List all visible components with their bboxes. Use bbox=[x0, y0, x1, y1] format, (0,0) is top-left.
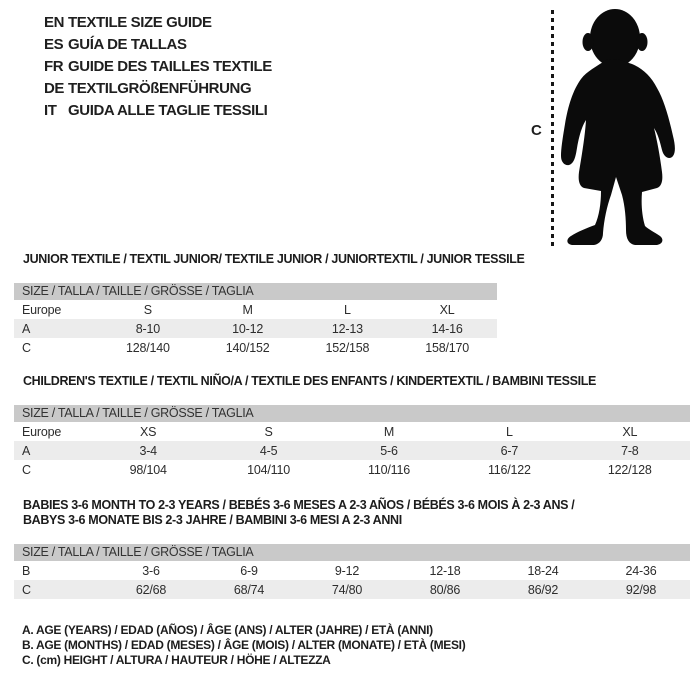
table-cell: 5-6 bbox=[380, 443, 398, 458]
section-title-line2: BABYS 3-6 MONATE BIS 2-3 JAHRE / BAMBINI 3-6 MESI A 2-3 ANNI bbox=[23, 513, 402, 527]
table-row-height bbox=[14, 460, 690, 479]
row-label: C bbox=[22, 462, 31, 477]
baby-silhouette-icon bbox=[560, 6, 696, 246]
table-cell: 68/74 bbox=[233, 582, 265, 597]
babies-section bbox=[14, 498, 690, 599]
section-title: JUNIOR TEXTILE / TEXTIL JUNIOR/ TEXTILE JUNIOR / JUNIORTEXTIL / JUNIOR TESSILE bbox=[23, 252, 525, 266]
table-cell: 9-12 bbox=[334, 563, 360, 578]
table-cell: S bbox=[143, 302, 152, 317]
language-label: TEXTILGRÖßENFÜHRUNG bbox=[68, 80, 252, 97]
junior-section bbox=[14, 252, 525, 357]
row-label: C bbox=[22, 340, 31, 355]
table-row-europe bbox=[14, 300, 497, 319]
size-header-bar: SIZE / TALLA / TAILLE / GRÖSSE / TAGLIA bbox=[14, 405, 690, 422]
table-cell: 122/128 bbox=[607, 462, 652, 477]
table-row-age bbox=[14, 441, 690, 460]
footnotes bbox=[22, 623, 465, 669]
language-code: IT bbox=[44, 102, 57, 119]
row-label: C bbox=[22, 582, 31, 597]
table-row-age bbox=[14, 561, 690, 580]
language-code: ES bbox=[44, 36, 64, 53]
size-header-bar: SIZE / TALLA / TAILLE / GRÖSSE / TAGLIA bbox=[14, 283, 497, 300]
section-title: CHILDREN'S TEXTILE / TEXTIL NIÑO/A / TEXTILE DES ENFANTS / KINDERTEXTIL / BAMBINI TESSILE bbox=[23, 374, 597, 388]
row-label: A bbox=[22, 443, 31, 458]
table-cell: 12-13 bbox=[331, 321, 363, 336]
table-cell: 12-18 bbox=[429, 563, 461, 578]
table-cell: 4-5 bbox=[259, 443, 278, 458]
language-code: EN bbox=[44, 14, 65, 31]
table-cell: M bbox=[383, 424, 395, 439]
language-label: GUIDE DES TAILLES TEXTILE bbox=[68, 58, 272, 75]
table-cell: 7-8 bbox=[621, 443, 639, 458]
table-cell: 158/170 bbox=[425, 340, 470, 355]
height-dashed-line bbox=[551, 10, 554, 247]
table-cell: 152/158 bbox=[325, 340, 370, 355]
table-cell: 62/68 bbox=[135, 582, 167, 597]
language-label: GUIDA ALLE TAGLIE TESSILI bbox=[68, 102, 268, 119]
row-label: Europe bbox=[22, 302, 62, 317]
table-cell: 6-9 bbox=[240, 563, 258, 578]
table-cell: 10-12 bbox=[232, 321, 264, 336]
table-cell: 98/104 bbox=[129, 462, 167, 477]
footnote-a: A. AGE (YEARS) / EDAD (AÑOS) / ÂGE (ANS) / ALTER (JAHRE) / ETÀ (ANNI) bbox=[22, 623, 433, 637]
size-header-bar: SIZE / TALLA / TAILLE / GRÖSSE / TAGLIA bbox=[14, 544, 690, 561]
language-label: GUÍA DE TALLAS bbox=[68, 36, 187, 53]
table-cell: XL bbox=[439, 302, 455, 317]
section-title bbox=[23, 498, 690, 528]
table-cell: XS bbox=[140, 424, 157, 439]
height-figure bbox=[0, 0, 700, 250]
table-cell: 14-16 bbox=[431, 321, 463, 336]
table-cell: 74/80 bbox=[331, 582, 363, 597]
table-cell: S bbox=[264, 424, 273, 439]
table-row-age bbox=[14, 319, 497, 338]
section-title-line1: BABIES 3-6 MONTH TO 2-3 YEARS / BEBÉS 3-6 MESES A 2-3 AÑOS / BÉBÉS 3-6 MOIS À 2-3 ANS / bbox=[23, 498, 575, 512]
table-cell: L bbox=[506, 424, 513, 439]
table-cell: 6-7 bbox=[500, 443, 519, 458]
footnote-c: C. (cm) HEIGHT / ALTURA / HAUTEUR / HÖHE / ALTEZZA bbox=[22, 653, 331, 668]
footnote-b: B. AGE (MONTHS) / EDAD (MESES) / ÂGE (MOIS) / ALTER (MONATE) / ETÀ (MESI) bbox=[22, 638, 466, 653]
table-row-height bbox=[14, 338, 497, 357]
table-row-europe bbox=[14, 422, 690, 441]
table-cell: XL bbox=[622, 424, 638, 439]
height-measure-label: C bbox=[531, 122, 542, 139]
row-label: Europe bbox=[22, 424, 62, 439]
row-label: B bbox=[22, 563, 31, 578]
language-label: TEXTILE SIZE GUIDE bbox=[68, 14, 212, 31]
children-section bbox=[14, 374, 690, 479]
table-cell: 3-4 bbox=[139, 443, 157, 458]
table-cell: 140/152 bbox=[225, 340, 270, 355]
table-cell: 86/92 bbox=[527, 582, 559, 597]
row-label: A bbox=[22, 321, 31, 336]
table-cell: 110/116 bbox=[368, 462, 410, 477]
table-cell: 104/110 bbox=[247, 462, 291, 477]
table-cell: 116/122 bbox=[487, 462, 531, 477]
language-code: FR bbox=[44, 58, 64, 75]
table-row-height bbox=[14, 580, 690, 599]
table-cell: 128/140 bbox=[125, 340, 170, 355]
table-cell: 92/98 bbox=[625, 582, 657, 597]
table-cell: 18-24 bbox=[527, 563, 559, 578]
table-cell: 3-6 bbox=[142, 563, 160, 578]
table-cell: M bbox=[242, 302, 253, 317]
table-cell: 80/86 bbox=[429, 582, 461, 597]
table-cell: 24-36 bbox=[625, 563, 657, 578]
table-cell: 8-10 bbox=[135, 321, 160, 336]
language-code: DE bbox=[44, 80, 65, 97]
table-cell: L bbox=[343, 302, 351, 317]
